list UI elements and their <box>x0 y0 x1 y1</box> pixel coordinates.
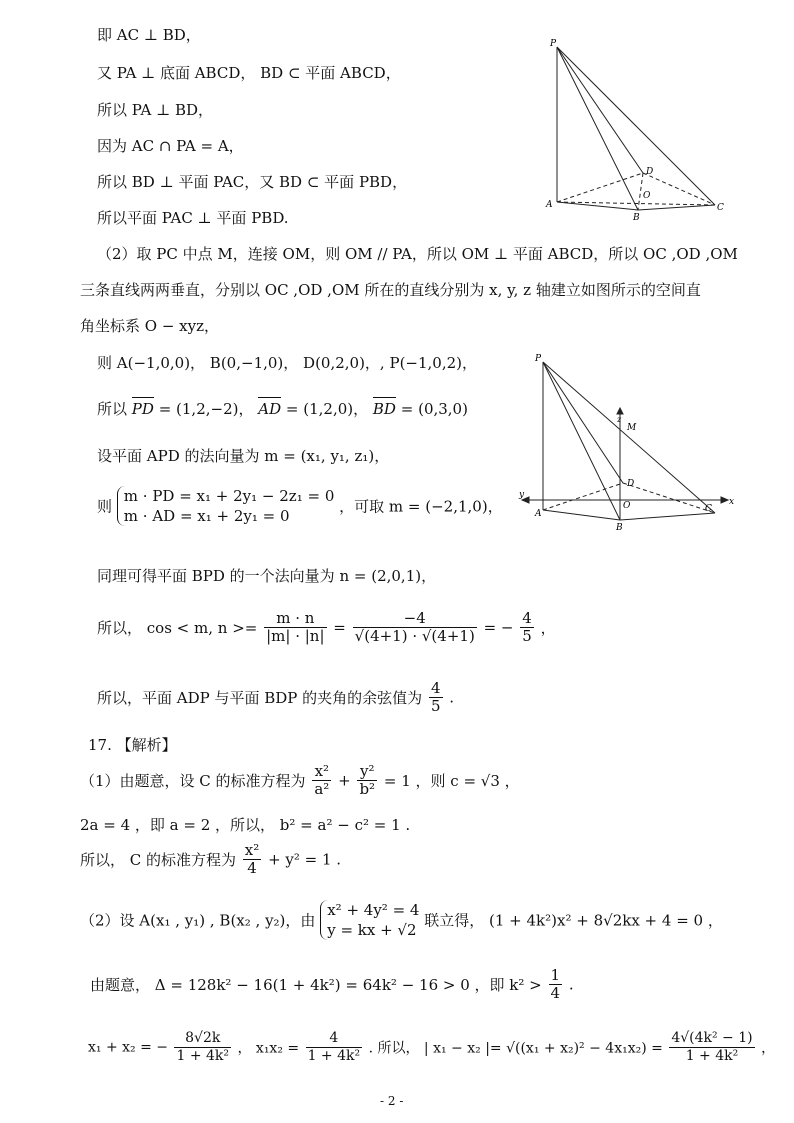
coords-line: 则 A(−1,0,0)， B(0,−1,0)， D(0,2,0)，, P(−1,0,2)， <box>97 354 478 372</box>
cosine-fraction-1 <box>264 610 326 645</box>
final-answer-num: 4 <box>430 679 441 697</box>
equation-system <box>117 486 335 526</box>
q17-step-5 <box>90 967 574 1002</box>
proof-line-6: 所以平面 PAC ⊥ 平面 PBD. <box>97 209 289 227</box>
part2-para-line-1: （2）取 PC 中点 M，连接 OM，则 OM // PA，所以 OM ⊥ 平面 ABCD，所以 OC ,OD ,OM <box>97 245 738 263</box>
normal-n-line: 同理可得平面 BPD 的一个法向量为 n = (2,0,1)， <box>97 567 437 585</box>
page-number: - 2 - <box>380 1094 404 1108</box>
fig2-label-c: C <box>705 504 712 514</box>
pyramid-figure-1 <box>530 35 730 220</box>
q17-step-6-sum: x₁ + x₂ = − <box>88 1039 169 1056</box>
fig2-label-x: x <box>729 497 735 507</box>
normal-m-line: 设平面 APD 的法向量为 m = (x₁, y₁, z₁)， <box>97 447 390 465</box>
cosine-fraction-1-den: |m| · |n| <box>266 627 325 645</box>
fig1-label-o: O <box>643 191 651 201</box>
fig1-label-p: P <box>550 39 557 49</box>
part2-para-line-3: 角坐标系 O − xyz， <box>80 317 220 335</box>
part2-para-line-2: 三条直线两两垂直，分别以 OC ,OD ,OM 所在的直线分别为 x, y, z 轴建立如图所示的空间直 <box>80 281 701 299</box>
cosine-fraction-3-den: 5 <box>522 627 532 645</box>
cosine-fraction-3 <box>520 610 534 645</box>
q17-step-6-frac-3-num: 4√(4k² − 1) <box>671 1030 753 1046</box>
q17-step-6-frac-3-den: 1 + 4k² <box>685 1048 739 1064</box>
system-equation-2: m · AD = x₁ + 2y₁ = 0 <box>123 507 290 525</box>
q17-system-equation-2: y = kx + √2 <box>327 921 417 939</box>
cosine-equals: = <box>333 618 346 637</box>
fig2-label-p: P <box>535 354 542 364</box>
system-suffix: ，可取 m = (−2,1,0)， <box>339 497 503 516</box>
q17-step-1-frac-x <box>312 763 331 798</box>
fig1-label-a: A <box>546 200 553 210</box>
q17-step-6-frac-2-den: 1 + 4k² <box>307 1048 361 1064</box>
proof-line-5: 所以 BD ⊥ 平面 PAC，又 BD ⊂ 平面 PBD， <box>97 173 408 191</box>
cosine-fraction-3-num: 4 <box>522 609 532 627</box>
q17-step-1-suffix: = 1 ，则 c = √3 ， <box>383 772 520 790</box>
q17-step-6-difference: . 所以， | x₁ − x₂ |= √((x₁ + x₂)² − 4x₁x₂) = <box>368 1040 663 1057</box>
system-equation-1: m · PD = x₁ + 2y₁ − 2z₁ = 0 <box>123 487 335 505</box>
proof-line-2: 又 PA ⊥ 底面 ABCD， BD ⊂ 平面 ABCD， <box>97 64 401 82</box>
q17-step-1 <box>80 763 520 798</box>
q17-step-6-frac-2 <box>306 1030 363 1065</box>
q17-system-equation-1: x² + 4y² = 4 <box>327 901 420 919</box>
q17-step-6 <box>88 1030 775 1065</box>
q17-step-4 <box>80 900 723 940</box>
q17-step-6-frac-1-num: 8√2k <box>174 1030 231 1048</box>
q17-step-1-frac-y-num: y² <box>357 763 377 781</box>
final-answer-line <box>97 680 454 715</box>
fig1-label-b: B <box>633 213 640 220</box>
q17-step-3-prefix: 所以， C 的标准方程为 <box>80 851 237 869</box>
q17-step-5-frac <box>549 967 563 1002</box>
cosine-equals-neg: = − <box>483 618 514 637</box>
q17-step-6-frac-3 <box>669 1030 754 1065</box>
final-answer-prefix: 所以，平面 ADP 与平面 BDP 的夹角的余弦值为 <box>97 689 423 707</box>
q17-step-2: 2a = 4 ，即 a = 2 ，所以， b² = a² − c² = 1 . <box>80 816 411 834</box>
vector-pd: PD <box>131 400 154 418</box>
system-prefix: 则 <box>97 497 113 516</box>
fig2-label-d: D <box>627 479 635 489</box>
fig2-label-b: B <box>616 523 623 533</box>
final-answer-fraction <box>429 680 443 715</box>
vector-ad: AD <box>258 400 282 418</box>
pyramid-figure-2 <box>515 348 745 533</box>
q17-step-6-frac-2-num: 4 <box>306 1030 363 1048</box>
q17-step-4-prefix: （2）设 A(x₁ , y₁) , B(x₂ , y₂)，由 <box>80 911 316 930</box>
cosine-fraction-1-num: m · n <box>264 610 326 628</box>
cosine-fraction-2 <box>353 610 477 645</box>
q17-step-6-frac-1-den: 1 + 4k² <box>176 1048 230 1064</box>
cosine-prefix: 所以， cos < m, n >= <box>97 619 258 637</box>
q17-title: 17. 【解析】 <box>88 736 177 754</box>
q17-equation-system <box>320 900 419 940</box>
q17-step-5-prefix: 由题意， Δ = 128k² − 16(1 + 4k²) = 64k² − 16 > 0 ，即 k² > <box>90 976 542 994</box>
final-answer-den: 5 <box>430 697 441 715</box>
vectors-prefix: 所以 <box>97 400 128 418</box>
q17-step-3-frac-den: 4 <box>247 859 257 877</box>
vector-ad-value: = (1,2,0)， <box>285 400 369 418</box>
proof-line-1: 即 AC ⊥ BD， <box>97 26 201 44</box>
q17-step-3-suffix: + y² = 1 . <box>268 850 342 869</box>
q17-step-6-end: ， <box>761 1040 776 1057</box>
vector-pd-value: = (1,2,−2)， <box>158 400 254 418</box>
q17-step-1-frac-x-den: a² <box>314 780 330 798</box>
proof-line-3: 所以 PA ⊥ BD， <box>97 101 214 119</box>
fig2-label-a: A <box>535 509 542 519</box>
final-answer-end: . <box>449 688 455 707</box>
q17-step-3 <box>80 842 341 877</box>
q17-step-1-prefix: （1）由题意，设 C 的标准方程为 <box>80 772 306 790</box>
q17-step-1-plus: + <box>338 771 351 790</box>
cosine-fraction-2-den: √(4+1) · √(4+1) <box>354 627 475 645</box>
proof-line-4: 因为 AC ∩ PA = A， <box>97 137 244 155</box>
equation-system-line <box>97 486 503 526</box>
fig1-label-d: D <box>646 167 654 177</box>
q17-step-4-suffix: 联立得， (1 + 4k²)x² + 8√2kx + 4 = 0 ， <box>424 911 723 930</box>
q17-step-3-frac-num: x² <box>244 841 260 859</box>
q17-step-1-frac-y <box>357 763 377 798</box>
fig2-label-o: O <box>623 501 631 511</box>
q17-step-5-frac-num: 1 <box>550 966 561 984</box>
q17-step-1-frac-y-den: b² <box>359 780 376 798</box>
cosine-fraction-2-num: −4 <box>353 610 477 628</box>
fig2-label-z: z <box>617 415 622 424</box>
q17-step-3-frac <box>243 842 261 877</box>
vector-bd: BD <box>372 400 396 418</box>
fig2-label-m: M <box>627 423 637 433</box>
q17-step-5-end: . <box>568 975 574 994</box>
q17-step-1-frac-x-num: x² <box>312 763 331 781</box>
vector-bd-value: = (0,3,0) <box>400 400 468 418</box>
fig1-label-c: C <box>717 203 724 213</box>
cosine-end: ， <box>540 619 556 637</box>
q17-step-6-frac-1 <box>174 1030 231 1065</box>
q17-step-5-frac-den: 4 <box>550 984 561 1002</box>
fig2-label-y: y <box>519 490 525 500</box>
cosine-line <box>97 610 556 645</box>
vectors-line <box>97 399 468 419</box>
q17-step-6-product: ， x₁x₂ = <box>237 1040 300 1057</box>
